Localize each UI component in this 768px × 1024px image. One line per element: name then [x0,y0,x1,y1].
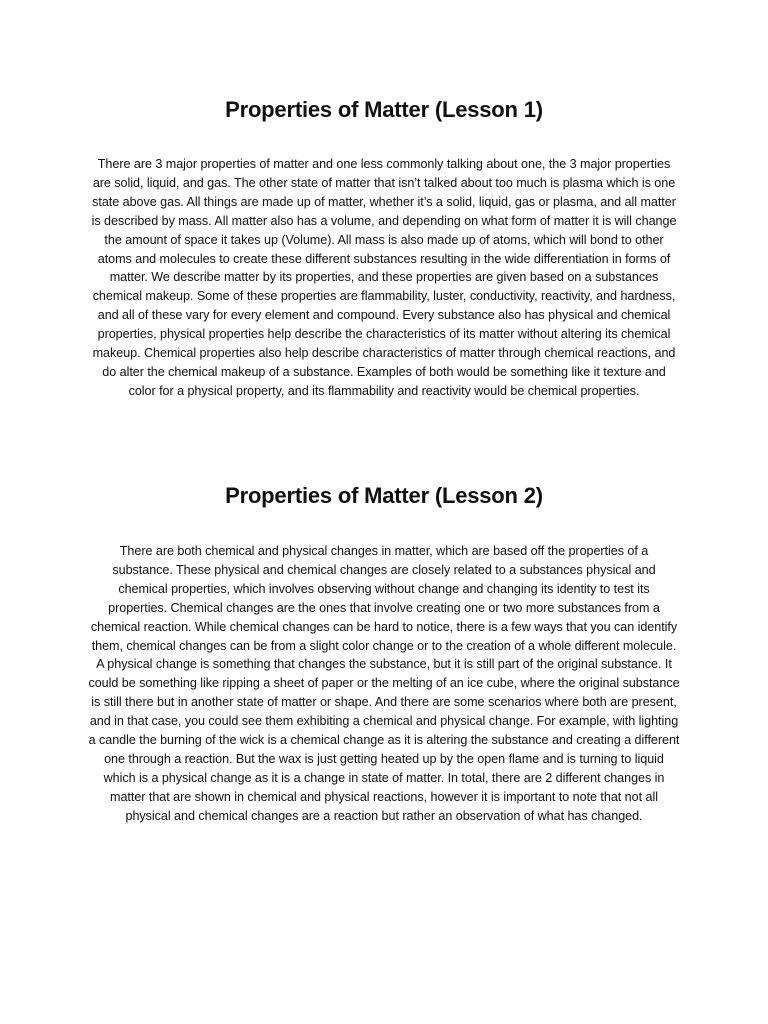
lesson-1-section [88,93,680,401]
lesson-2-body: There are both chemical and physical changes in matter, which are based off the properties of a substance. These physical and chemical changes are closely related to a substances physical and chemical properties, which involves observing without change and changing its identity to test its properties. Chemical changes are the ones that involve creating one or two more substances from a chemical reaction. While chemical changes can be hard to notice, there is a few ways that you can identify them, chemical changes can be from a slight color change or to the creation of a whole different molecule. A physical change is something that changes the substance, but it is still part of the original substance. It could be something like ripping a sheet of paper or the melting of an ice cube, where the original substance is still there but in another state of matter or shape. And there are some scenarios where both are present, and in that case, you could see them exhibiting a chemical and physical change. For example, with lighting a candle the burning of the wick is a chemical change as it is altering the substance and creating a different one through a reaction. But the wax is just getting heated up by the open flame and is turning to liquid which is a physical change as it is a change in state of matter. In total, there are 2 different changes in matter that are shown in chemical and physical reactions, however it is important to note that not all physical and chemical changes are a reaction but rather an observation of what has changed. [88,544,680,823]
lesson-1-body: There are 3 major properties of matter and one less commonly talking about one, the 3 major properties are solid, liquid, and gas. The other state of matter that isn’t talked about too much is plasma which is one state above gas. All things are made up of matter, whether it’s a solid, liquid, gas or plasma, and all matter is described by mass. All matter also has a volume, and depending on what form of matter it is will change the amount of space it takes up (Volume). All mass is also made up of atoms, which will bond to other atoms and molecules to create these different substances resulting in the wide differentiation in forms of matter. We describe matter by its properties, and these properties are given based on a substances chemical makeup. Some of these properties are flammability, luster, conductivity, reactivity, and hardness, and all of these vary for every element and compound. Every substance also has physical and chemical properties, physical properties help describe the characteristics of its matter without altering its chemical makeup. Chemical properties also help describe characteristics of matter through chemical reactions, and do alter the chemical makeup of a substance. Examples of both would be something like it texture and color for a physical property, and its flammability and reactivity would be chemical properties. [91,157,677,398]
lesson-2-title: Properties of Matter (Lesson 2) [225,483,543,508]
lesson-1-title: Properties of Matter (Lesson 1) [225,97,543,122]
lesson-2-section [88,479,680,826]
